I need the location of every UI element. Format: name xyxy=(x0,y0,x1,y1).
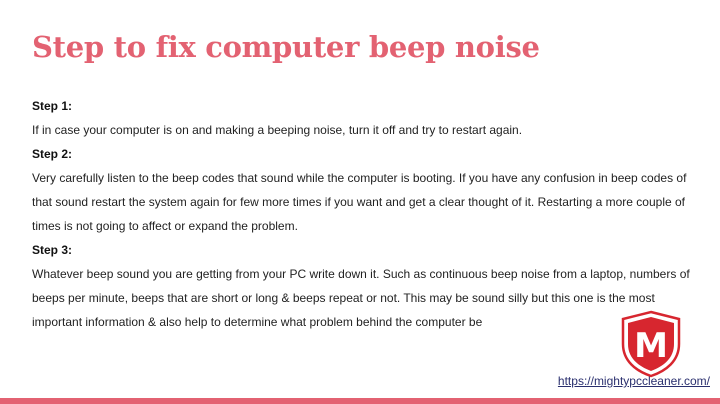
bottom-accent-bar xyxy=(0,398,720,404)
step-2-heading: Step 2: xyxy=(32,147,73,161)
step-3-text: Whatever beep sound you are getting from your PC write down it. Such as continuous beep noise from a laptop, numbers of beeps per minute, beeps that are short or long & beeps repeat or not. This may be sound silly but this one is the most important information & also help to determine what problem behind the computer be xyxy=(32,267,690,329)
step-2-text: Very carefully listen to the beep codes that sound while the computer is booting. If you have any confusion in beep codes of that sound restart the system again for few more times if you want and get a clear thought of it. Restarting a more couple of times is not going to affect or expand the problem. xyxy=(32,171,687,233)
step-1-heading: Step 1: xyxy=(32,99,73,113)
steps-content xyxy=(32,94,704,334)
logo-letter: M xyxy=(634,326,668,366)
step-3-heading: Step 3: xyxy=(32,243,73,257)
step-1-text: If in case your computer is on and making a beeping noise, turn it off and try to restart again. xyxy=(32,123,523,137)
shield-m-logo-icon xyxy=(620,310,682,378)
slide-title: Step to fix computer beep noise xyxy=(32,30,540,64)
website-link[interactable]: https://mightypccleaner.com/ xyxy=(557,374,710,388)
